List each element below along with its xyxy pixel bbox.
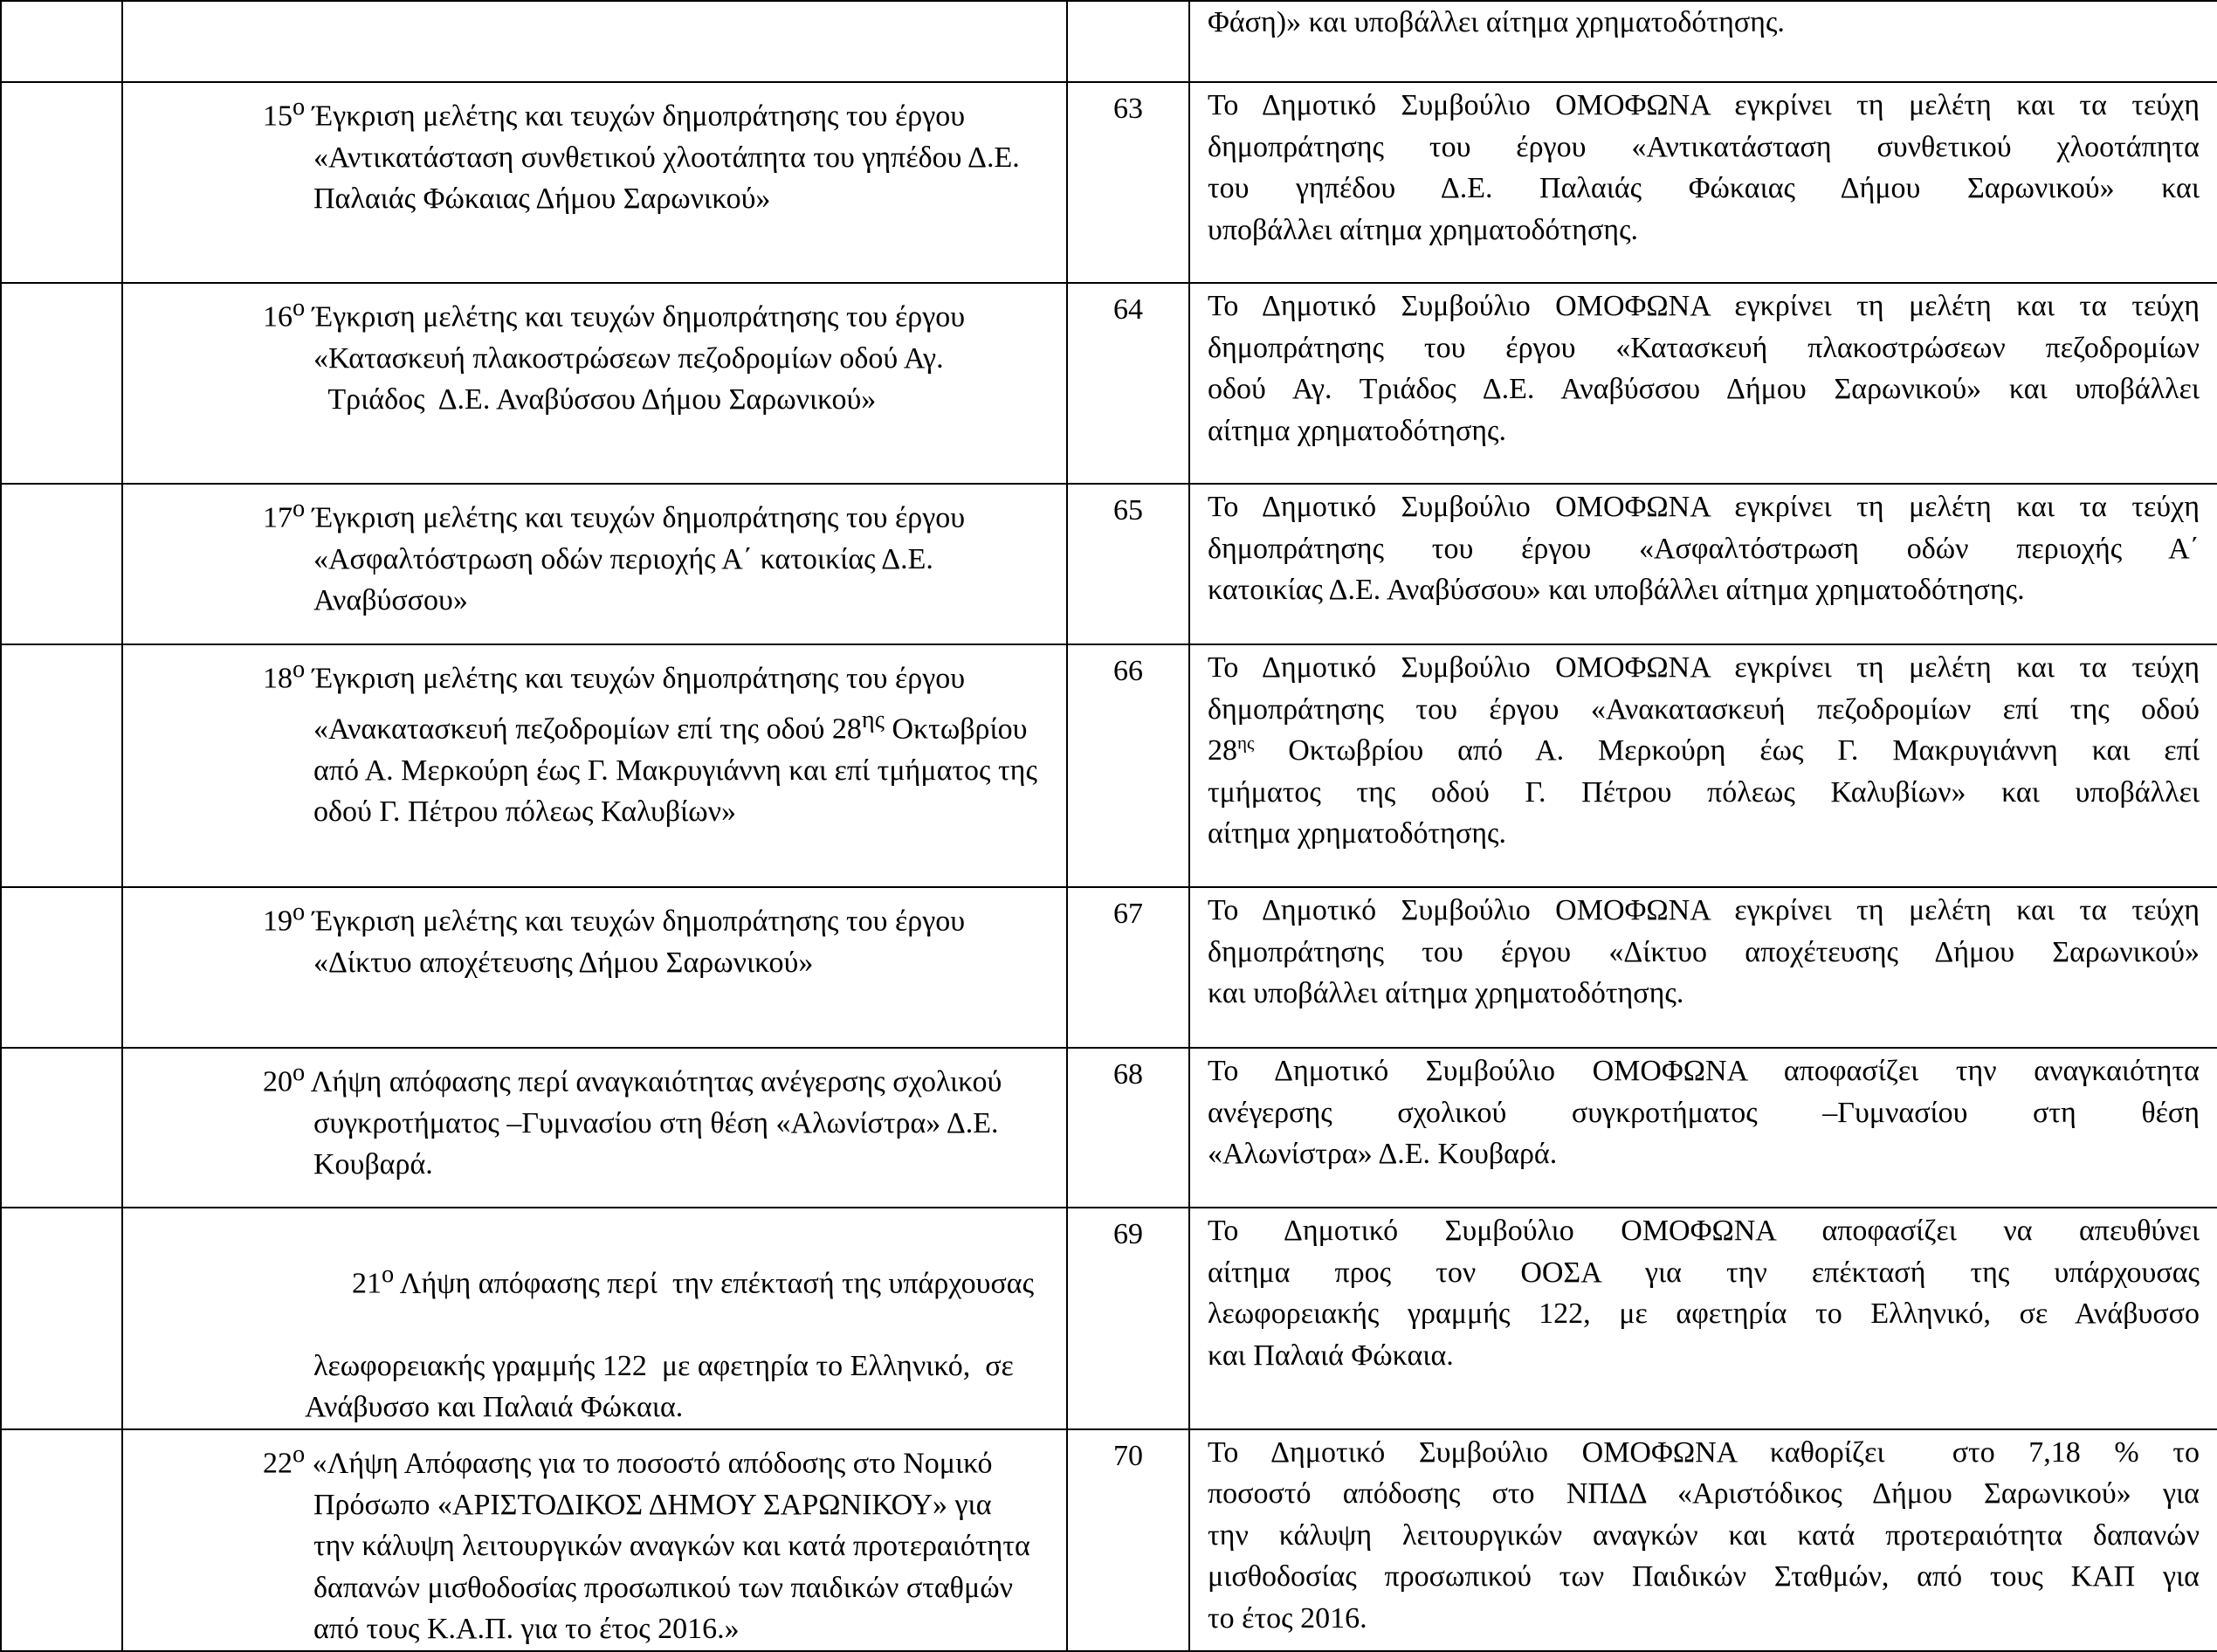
subject-line-tail: Οκτωβρίου xyxy=(884,712,1028,746)
item-ordinal: 16 xyxy=(263,300,293,334)
decision-line: δημοπράτησης του έργου «Δίκτυο αποχέτευσης Δήμου Σαρωνικού» xyxy=(1208,935,2200,968)
subject-line: Έγκριση μελέτης και τευχών δημοπράτησης του έργου xyxy=(305,905,966,938)
decision-cell xyxy=(1189,484,2217,644)
blank-cell xyxy=(1,644,122,887)
decision-line: μισθοδοσίας προσωπικού των Παιδικών Σταθμών, από τους ΚΑΠ για xyxy=(1208,1560,2200,1593)
decision-number-cell xyxy=(1067,644,1189,887)
decision-line: οδού Αγ. Τριάδος Δ.Ε. Αναβύσσου Δήμου Σαρωνικού» και υποβάλλει xyxy=(1208,373,2200,405)
subject-line: δαπανών μισθοδοσίας προσωπικού των παιδικών σταθμών xyxy=(313,1571,1013,1604)
ordinal-suffix: ο xyxy=(293,1440,306,1468)
subject-line: Έγκριση μελέτης και τευχών δημοπράτησης του έργου xyxy=(305,300,966,334)
decision-line-start: 28 xyxy=(1208,734,1237,767)
decision-number: 67 xyxy=(1113,898,1143,930)
decision-cell xyxy=(1189,644,2217,887)
decision-line: κατοικίας Δ.Ε. Αναβύσσου» και υποβάλλει αίτημα χρηματοδότησης. xyxy=(1208,574,2025,606)
subject-line: Αναβύσσου» xyxy=(313,584,468,617)
decision-number-cell xyxy=(1067,283,1189,484)
decision-line: Το Δημοτικό Συμβούλιο ΟΜΟΦΩΝΑ καθορίζει στο 7,18 % το xyxy=(1208,1435,2200,1469)
decision-cell xyxy=(1189,1048,2217,1208)
subject-line: συγκροτήματος –Γυμνασίου στη θέση «Αλωνίστρα» Δ.Ε. xyxy=(313,1106,999,1139)
decision-line: αίτημα προς τον ΟΟΣΑ για την επέκτασή της υπάρχουσας xyxy=(1208,1256,2200,1289)
subject-line: «Λήψη Απόφασης για το ποσοστό απόδοσης στο Νομικό xyxy=(305,1447,993,1480)
decision-number: 64 xyxy=(1113,293,1143,326)
item-ordinal: 17 xyxy=(263,501,293,534)
ordinal-suffix: ο xyxy=(382,1260,395,1288)
subject-line: Έγκριση μελέτης και τευχών δημοπράτησης του έργου xyxy=(305,100,966,133)
subject-line: «Κατασκευή πλακοστρώσεων πεζοδρομίων οδού Αγ. xyxy=(313,341,944,375)
decision-line: δημοπράτησης του έργου «Αντικατάσταση συνθετικού χλοοτάπητα xyxy=(1208,130,2200,163)
decision-line: τμήματος της οδού Γ. Πέτρου πόλεως Καλυβίων» και υποβάλλει xyxy=(1208,775,2200,809)
decision-line: λεωφορειακής γραμμής 122, με αφετηρία το Ελληνικό, σε Ανάβυσσο xyxy=(1208,1298,2200,1330)
subject-cell xyxy=(122,283,1067,484)
decision-line-tail: Οκτωβρίου από Α. Μερκούρη έως Γ. Μακρυγιάννη και επί xyxy=(1254,734,2200,767)
subject-cell xyxy=(122,1208,1067,1429)
subject-line: Τριάδος Δ.Ε. Αναβύσσου Δήμου Σαρωνικού» xyxy=(313,383,877,416)
decision-cell xyxy=(1189,887,2217,1048)
subject-cell xyxy=(122,1048,1067,1208)
decision-cell xyxy=(1189,1429,2217,1651)
decision-number: 70 xyxy=(1113,1439,1143,1472)
subject-cell xyxy=(122,644,1067,887)
blank-cell xyxy=(1,1429,122,1651)
item-ordinal: 19 xyxy=(263,905,293,938)
blank-cell xyxy=(1,1,122,82)
decision-line: το έτος 2016. xyxy=(1208,1601,1367,1635)
decision-number: 69 xyxy=(1113,1218,1143,1250)
item-ordinal: 15 xyxy=(263,100,293,133)
blank-cell xyxy=(1,1208,122,1429)
subject-line: «Ανακατασκευή πεζοδρομίων επί της οδού 28 xyxy=(313,712,862,746)
ordinal-suffix: ο xyxy=(293,1059,306,1086)
decision-line: δημοπράτησης του έργου «Ασφαλτόστρωση οδών περιοχής Α΄ xyxy=(1208,532,2200,565)
subject-cell xyxy=(122,1429,1067,1651)
decision-number: 65 xyxy=(1113,494,1143,527)
subject-line: Πρόσωπο «ΑΡΙΣΤΟΔΙΚΟΣ ΔΗΜΟΥ ΣΑΡΩΝΙΚΟΥ» για xyxy=(313,1488,992,1521)
decision-line: Το Δημοτικό Συμβούλιο ΟΜΟΦΩΝΑ αποφασίζει να απευθύνει xyxy=(1208,1215,2200,1247)
ordinal-suffix: ο xyxy=(293,898,306,926)
decision-cell xyxy=(1189,1208,2217,1429)
decision-number-cell xyxy=(1067,1429,1189,1651)
blank-cell xyxy=(1,283,122,484)
decision-number-cell xyxy=(1067,887,1189,1048)
decision-line: την κάλυψη λειτουργικών αναγκών και κατά προτεραιότητα δαπανών xyxy=(1208,1518,2200,1552)
decision-number: 63 xyxy=(1113,93,1143,125)
decision-number-cell xyxy=(1067,1,1189,82)
subject-line: Έγκριση μελέτης και τευχών δημοπράτησης του έργου xyxy=(305,501,966,534)
item-ordinal: 20 xyxy=(263,1065,293,1098)
subject-line: Παλαιάς Φώκαιας Δήμου Σαρωνικού» xyxy=(313,182,771,216)
decision-line: Το Δημοτικό Συμβούλιο ΟΜΟΦΩΝΑ εγκρίνει τη μελέτη και τα τεύχη xyxy=(1208,894,2200,926)
subject-line: λεωφορειακής γραμμής 122 με αφετηρία το Ελληνικό, σε xyxy=(313,1349,1014,1382)
table-row xyxy=(1,1048,2217,1208)
ordinal-suffix: ης xyxy=(1237,732,1255,754)
blank-cell xyxy=(1,82,122,283)
decision-line: ποσοστό απόδοσης στο ΝΠΔΔ «Αριστόδικος Δήμου Σαρωνικού» για xyxy=(1208,1477,2200,1511)
decision-line: Το Δημοτικό Συμβούλιο ΟΜΟΦΩΝΑ αποφασίζει την αναγκαιότητα xyxy=(1208,1055,2200,1087)
subject-line: Έγκριση μελέτης και τευχών δημοπράτησης του έργου xyxy=(305,662,966,695)
decision-line: Το Δημοτικό Συμβούλιο ΟΜΟΦΩΝΑ εγκρίνει τη μελέτη και τα τεύχη xyxy=(1208,491,2200,523)
subject-cell xyxy=(122,484,1067,644)
decision-line: Φάση)» και υποβάλλει αίτημα χρηματοδότησης. xyxy=(1208,6,1785,38)
decision-cell xyxy=(1189,1,2217,82)
decision-line xyxy=(1208,730,2200,772)
subject-line: Λήψη απόφασης περί την επέκτασή της υπάρχουσας xyxy=(394,1266,1035,1299)
decision-line: «Αλωνίστρα» Δ.Ε. Κουβαρά. xyxy=(1208,1138,1558,1170)
decision-line: Το Δημοτικό Συμβούλιο ΟΜΟΦΩΝΑ εγκρίνει τη μελέτη και τα τεύχη xyxy=(1208,89,2200,121)
table-row xyxy=(1,1429,2217,1651)
decision-number-cell xyxy=(1067,1208,1189,1429)
decision-line: ανέγερσης σχολικού συγκροτήματος –Γυμνασίου στη θέση xyxy=(1208,1096,2200,1129)
subject-cell xyxy=(122,887,1067,1048)
item-ordinal: 22 xyxy=(263,1447,293,1480)
table-row xyxy=(1,887,2217,1048)
subject-line: «Αντικατάσταση συνθετικού χλοοτάπητα του γηπέδου Δ.Ε. xyxy=(313,141,1020,174)
decision-number-cell xyxy=(1067,484,1189,644)
subject-line: Ανάβυσσο και Παλαιά Φώκαια. xyxy=(305,1391,684,1424)
decision-line: Το Δημοτικό Συμβούλιο ΟΜΟΦΩΝΑ εγκρίνει τη μελέτη και τα τεύχη xyxy=(1208,290,2200,322)
decision-line: δημοπράτησης του έργου «Κατασκευή πλακοστρώσεων πεζοδρομίων xyxy=(1208,331,2200,364)
subject-cell xyxy=(122,82,1067,283)
decision-line: υποβάλλει αίτημα χρηματοδότησης. xyxy=(1208,213,1639,246)
decision-line: δημοπράτησης του έργου «Ανακατασκευή πεζοδρομίων επί της οδού xyxy=(1208,692,2200,726)
ordinal-suffix: ο xyxy=(293,656,306,683)
ordinal-suffix: ο xyxy=(293,93,306,120)
table-row xyxy=(1,644,2217,887)
decision-cell xyxy=(1189,82,2217,283)
decision-number-cell xyxy=(1067,1048,1189,1208)
blank-cell xyxy=(1,887,122,1048)
decision-number: 68 xyxy=(1113,1058,1143,1091)
table-row xyxy=(1,1,2217,82)
decision-number-cell xyxy=(1067,82,1189,283)
subject-line: οδού Γ. Πέτρου πόλεως Καλυβίων» xyxy=(313,795,737,829)
subject-line: Κουβαρά. xyxy=(313,1148,433,1181)
table-row xyxy=(1,484,2217,644)
item-ordinal: 21 xyxy=(352,1266,382,1299)
decision-line: και Παλαιά Φώκαια. xyxy=(1208,1339,1454,1372)
subject-line: από Α. Μερκούρη έως Γ. Μακρυγιάννη και επί τμήματος της xyxy=(313,754,1037,787)
decision-line: αίτημα χρηματοδότησης. xyxy=(1208,414,1507,447)
subject-line: «Δίκτυο αποχέτευσης Δήμου Σαρωνικού» xyxy=(313,946,814,979)
table-row xyxy=(1,283,2217,484)
subject-cell xyxy=(122,1,1067,82)
decision-line: Το Δημοτικό Συμβούλιο ΟΜΟΦΩΝΑ εγκρίνει τη μελέτη και τα τεύχη xyxy=(1208,651,2200,684)
ordinal-suffix: ο xyxy=(293,495,306,522)
blank-cell xyxy=(1,484,122,644)
table-row xyxy=(1,82,2217,283)
ordinal-suffix: ης xyxy=(861,706,885,733)
subject-line: από τους Κ.Α.Π. για το έτος 2016.» xyxy=(313,1613,740,1646)
ordinal-suffix: ο xyxy=(293,294,306,321)
table-row xyxy=(1,1208,2217,1429)
item-ordinal: 18 xyxy=(263,662,293,695)
decision-line: του γηπέδου Δ.Ε. Παλαιάς Φώκαιας Δήμου Σαρωνικού» και xyxy=(1208,172,2200,204)
subject-line: την κάλυψη λειτουργικών αναγκών και κατά προτεραιότητα xyxy=(313,1530,1030,1563)
decision-number: 66 xyxy=(1113,655,1143,687)
decision-line: αίτημα χρηματοδότησης. xyxy=(1208,817,1507,850)
decision-cell xyxy=(1189,283,2217,484)
decision-line: και υποβάλλει αίτημα χρηματοδότησης. xyxy=(1208,977,1684,1009)
subject-line: Λήψη απόφασης περί αναγκαιότητας ανέγερσης σχολικού xyxy=(305,1065,1002,1098)
subject-line: «Ασφαλτόστρωση οδών περιοχής Α΄ κατοικίας Δ.Ε. xyxy=(313,542,933,575)
blank-cell xyxy=(1,1048,122,1208)
